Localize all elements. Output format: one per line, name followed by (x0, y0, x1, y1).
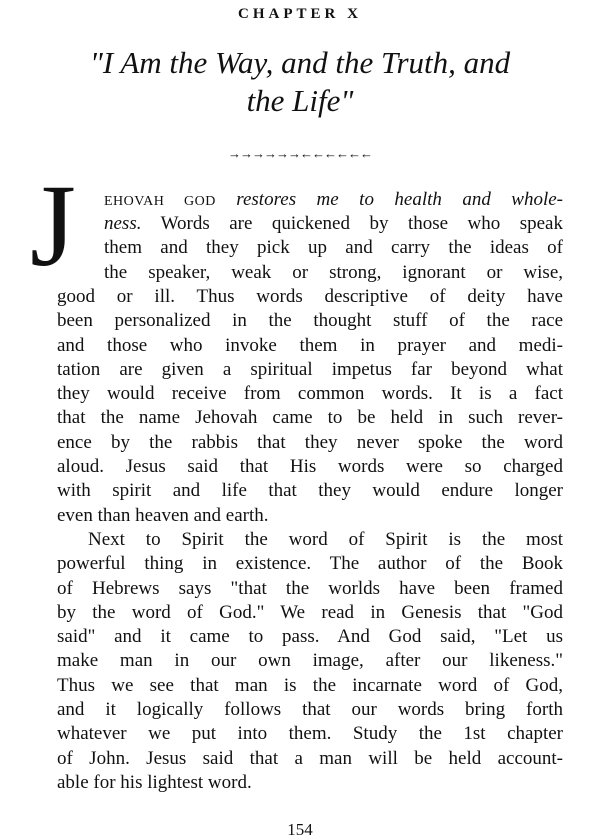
drop-cap: J (30, 160, 76, 291)
body-line: ence by the rabbis that they never spoke the word (57, 431, 563, 453)
body-line: whatever we put into them. Study the 1st chapter (57, 723, 563, 745)
body-line: able for his lightest word. (57, 771, 252, 793)
body-line: by the word of God." We read in Genesis that "God (57, 601, 563, 623)
body-first-line (104, 188, 563, 214)
ornament-divider-icon: →→→→→→←←←←←← (228, 146, 372, 161)
italic-opening: restores me to health and whole- (215, 189, 563, 210)
body-line: and those who invoke them in prayer and medi- (57, 334, 563, 356)
body-line: Next to Spirit the word of Spirit is the most (88, 528, 563, 550)
chapter-title-line-1: "I Am the Way, and the Truth, and (89, 45, 511, 80)
chapter-label: CHAPTER X (238, 6, 362, 22)
chapter-title (0, 44, 600, 120)
italic-text: ness. (104, 213, 142, 234)
body-line: aloud. Jesus said that His words were so charged (57, 456, 563, 477)
body-line: make man in our own image, after our likeness." (57, 650, 563, 672)
body-line: that the name Jehovah came to be held in such rever- (57, 407, 563, 429)
body-line: of Hebrews says "that the worlds have been framed (57, 577, 563, 599)
body-line: them and they pick up and carry the ideas of (104, 237, 563, 259)
body-line: even than heaven and earth. (57, 504, 269, 526)
body-line: they would receive from common words. It is a fact (57, 383, 563, 405)
body-line: been personalized in the thought stuff of the race (57, 310, 563, 332)
page-number: 154 (287, 820, 313, 839)
body-line: said" and it came to pass. And God said, "Let us (57, 626, 563, 648)
body-line: good or ill. Thus words descriptive of deity have (57, 285, 563, 307)
body-line (104, 212, 563, 236)
body-line: tation are given a spiritual impetus far beyond what (57, 358, 563, 380)
body-line: of John. Jesus said that a man will be held account- (57, 747, 563, 769)
body-line: powerful thing in existence. The author of the Book (57, 553, 563, 575)
smallcaps-opening: EHOVAH GOD (104, 194, 216, 209)
body-line-text: Words are quickened by those who speak (141, 213, 563, 234)
body-line: and it logically follows that our words bring forth (57, 699, 563, 720)
body-line: Thus we see that man is the incarnate word of God, (57, 674, 563, 696)
body-line: the speaker, weak or strong, ignorant or wise, (104, 261, 563, 283)
chapter-title-line-2: the Life" (246, 83, 354, 118)
body-line: with spirit and life that they would endure longer (57, 480, 563, 502)
